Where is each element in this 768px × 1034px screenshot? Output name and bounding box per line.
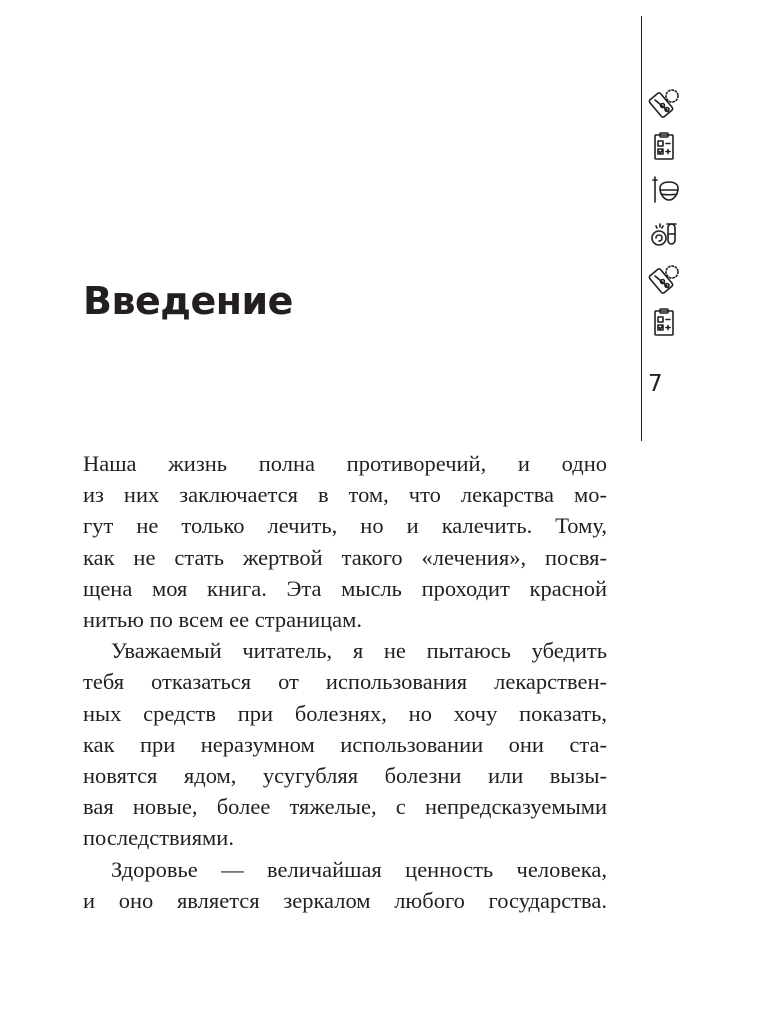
text-line: как не стать жертвой такого «лечения», посвя- bbox=[83, 544, 607, 570]
paragraph-3 bbox=[83, 854, 607, 916]
margin-rule bbox=[641, 16, 642, 441]
checklist-icon bbox=[648, 306, 680, 338]
text-line: тебя отказаться от использования лекарствен- bbox=[83, 669, 607, 695]
text-line: Уважаемый читатель, я не пытаюсь убедить bbox=[111, 638, 607, 664]
text-line: как при неразумном использовании они ста- bbox=[83, 731, 607, 757]
lab-flask-icon bbox=[648, 174, 680, 206]
text-line: нитью по всем ее страницам. bbox=[83, 607, 363, 633]
text-line: Наша жизнь полна противоречий, и одно bbox=[83, 451, 607, 476]
text-line: из них заключается в том, что лекарства мо- bbox=[83, 482, 607, 508]
checklist-icon bbox=[648, 130, 680, 162]
text-line: и оно является зеркалом любого государства. bbox=[83, 887, 607, 913]
page-number: 7 bbox=[648, 371, 663, 397]
text-line: Здоровье — величайшая ценность человека, bbox=[111, 856, 607, 882]
pill-pack-icon bbox=[648, 86, 680, 118]
chapter-title: Введение bbox=[83, 279, 293, 323]
paragraph-1 bbox=[83, 448, 607, 635]
medicine-bottle-icon bbox=[648, 218, 680, 250]
body-text bbox=[83, 448, 607, 916]
text-line: вая новые, более тяжелые, с непредсказуемыми bbox=[83, 794, 607, 820]
text-line: последствиями. bbox=[83, 825, 234, 851]
text-line: гут не только лечить, но и калечить. Тому, bbox=[83, 513, 607, 539]
sidebar-icons bbox=[648, 86, 682, 350]
paragraph-2 bbox=[83, 635, 607, 853]
text-line: новятся ядом, усугубляя болезни или вызы- bbox=[83, 763, 607, 789]
text-line: ных средств при болезнях, но хочу показать, bbox=[83, 700, 607, 726]
pill-pack-icon bbox=[648, 262, 680, 294]
text-line: щена моя книга. Эта мысль проходит красной bbox=[83, 575, 607, 601]
